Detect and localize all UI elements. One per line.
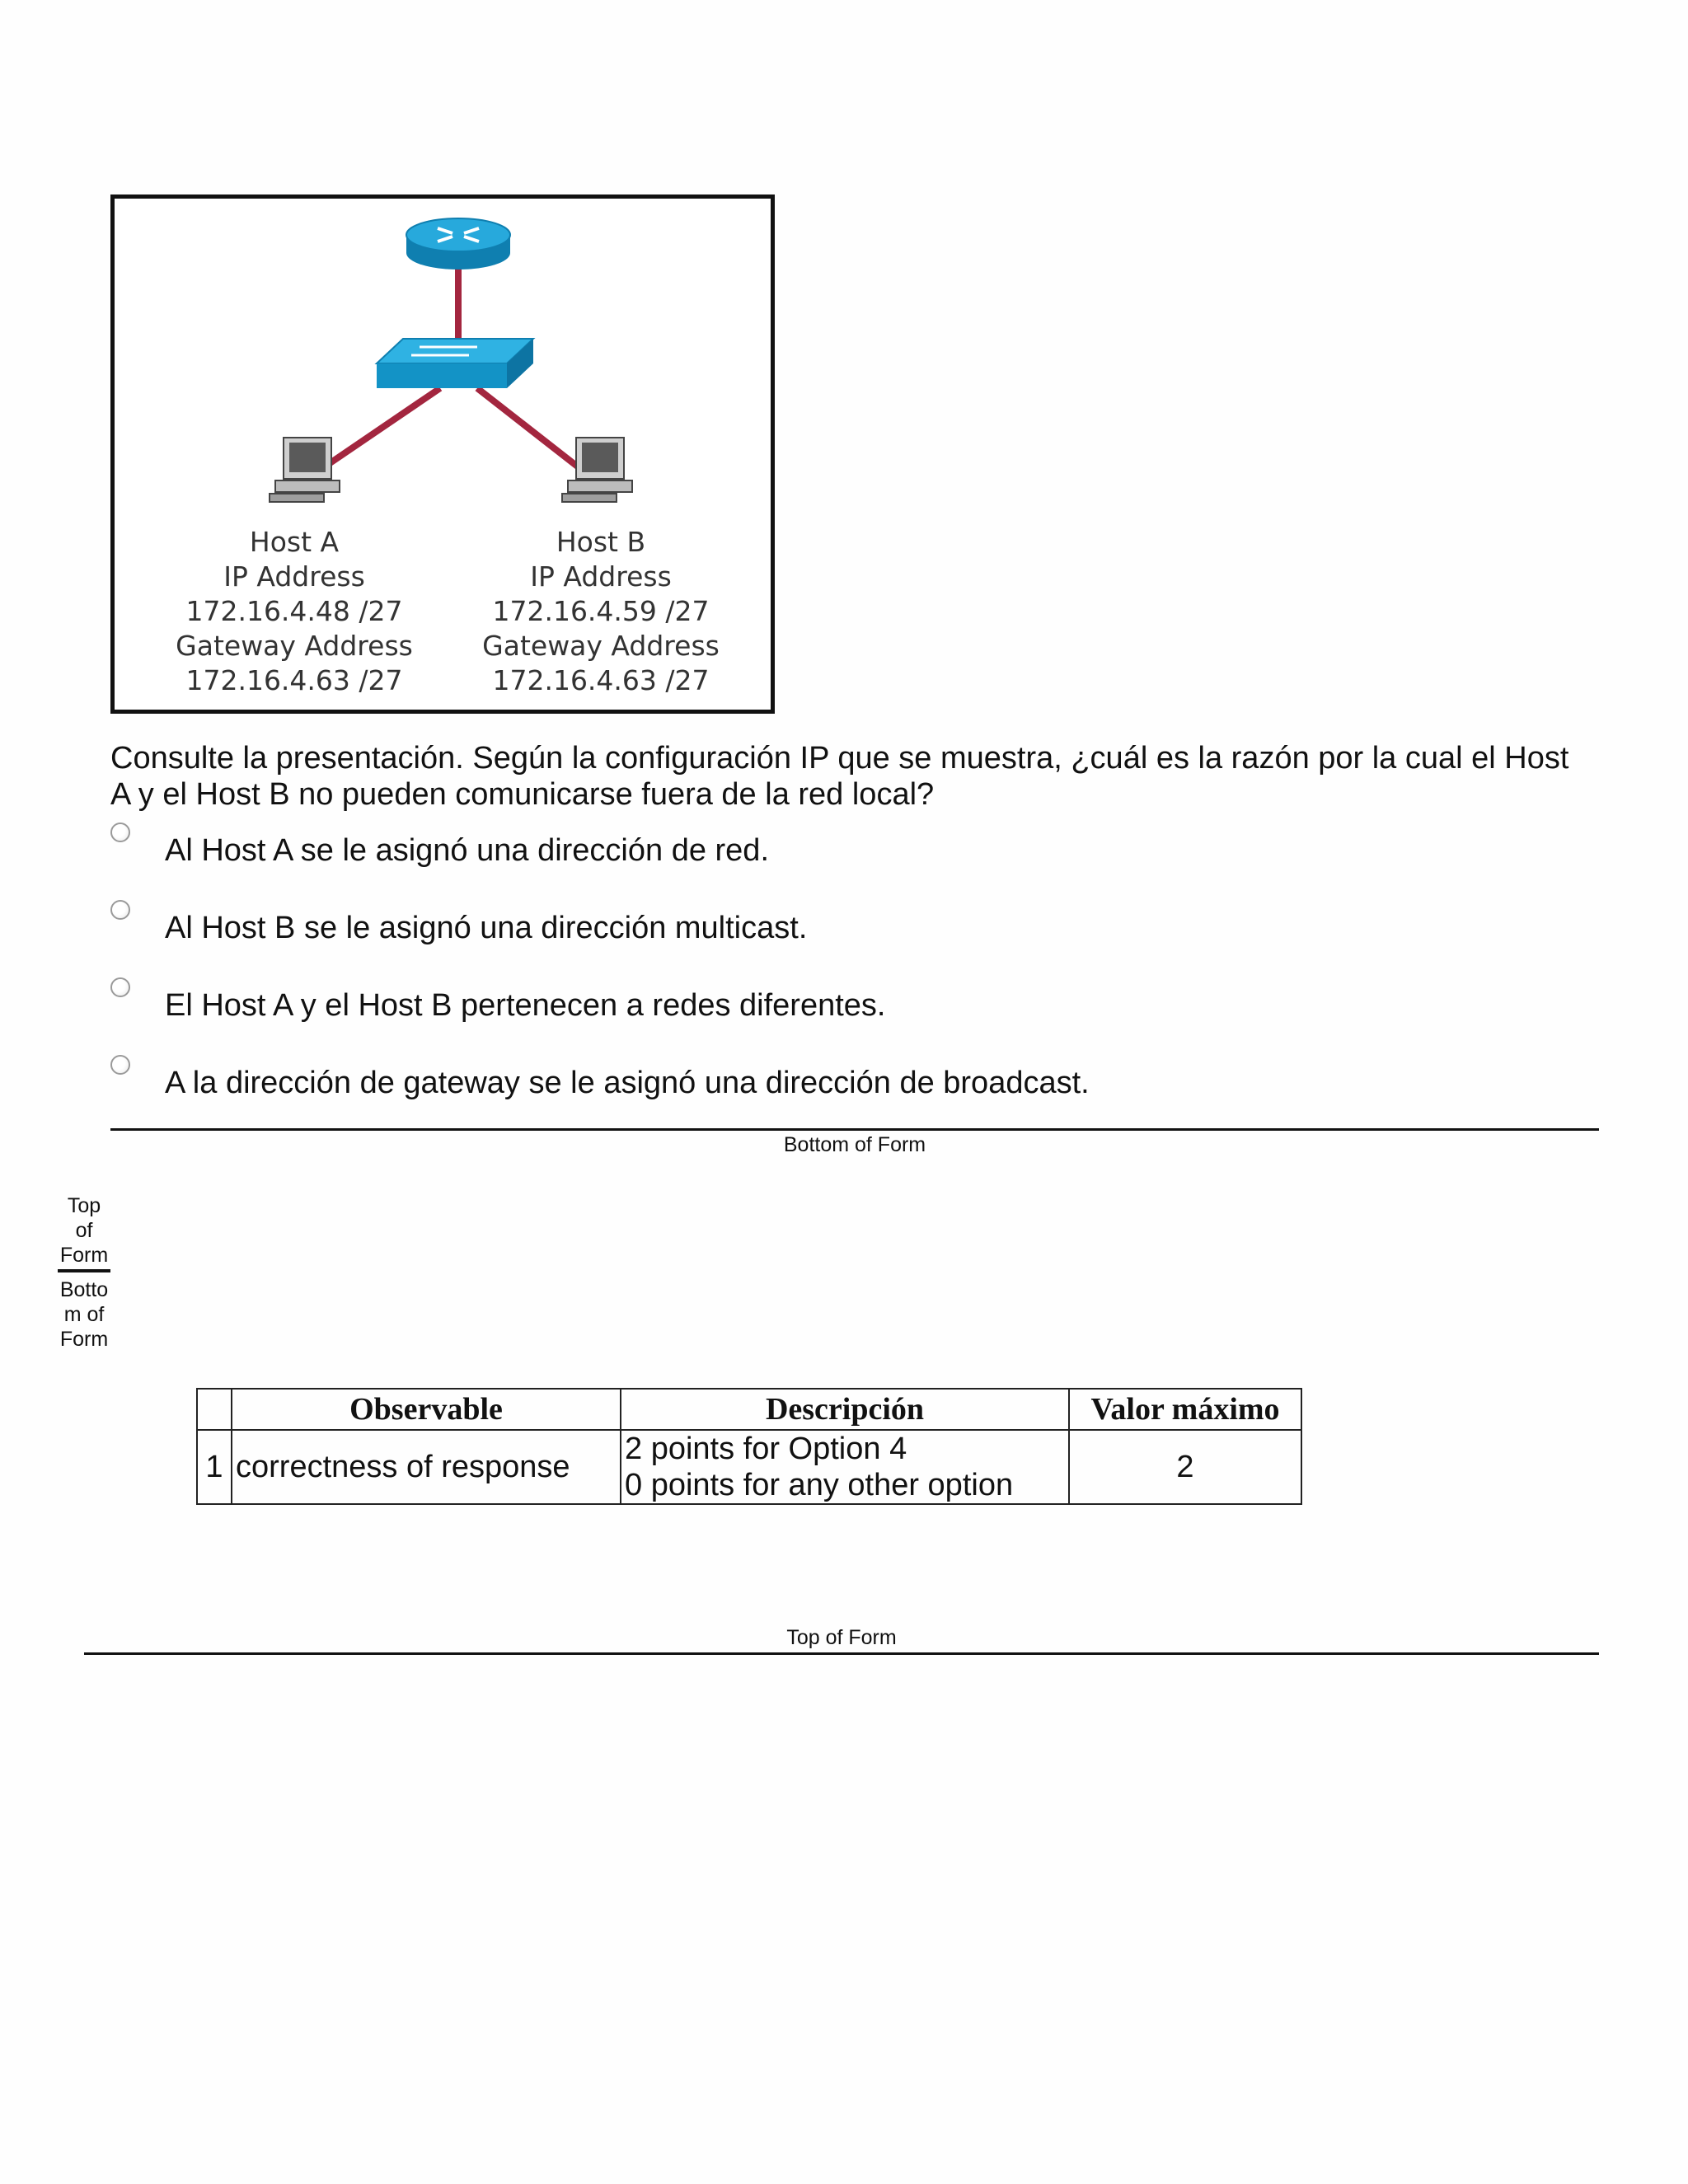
host-a-info <box>162 525 426 698</box>
form-divider-top <box>84 1652 1599 1655</box>
answer-option-2[interactable] <box>110 900 1017 949</box>
network-diagram <box>110 194 775 714</box>
option-label: El Host A y el Host B pertenecen a redes diferentes. <box>165 988 886 1023</box>
row-index: 1 <box>197 1430 232 1504</box>
side-divider <box>58 1269 110 1272</box>
row-max-value: 2 <box>1069 1430 1301 1504</box>
host-a-ip-label: IP Address <box>223 560 365 593</box>
answer-option-1[interactable] <box>110 823 1017 872</box>
table-header-row <box>197 1389 1301 1430</box>
radio-button-icon[interactable] <box>110 823 130 842</box>
top-of-form-label: Top of Form <box>786 1626 897 1649</box>
host-b-gateway-label: Gateway Address <box>482 630 720 662</box>
radio-button-icon[interactable] <box>110 900 130 920</box>
switch-hostA-link <box>319 388 440 471</box>
radio-button-icon[interactable] <box>110 1055 130 1075</box>
header-observable: Observable <box>232 1389 621 1430</box>
radio-button-icon[interactable] <box>110 977 130 997</box>
description-line-2: 0 points for any other option <box>625 1468 1014 1502</box>
rubric-table <box>196 1388 1302 1505</box>
side-bottom-line-2: m of <box>63 1303 105 1326</box>
switch-hostB-link <box>477 388 583 471</box>
header-description: Descripción <box>621 1389 1069 1430</box>
host-b-computer-icon <box>562 438 632 502</box>
table-row <box>197 1430 1301 1504</box>
host-a-name: Host A <box>249 526 340 558</box>
side-top-line-3: Form <box>59 1244 109 1267</box>
side-top-line-1: Top <box>67 1194 101 1217</box>
router-icon <box>406 218 510 269</box>
switch-icon <box>377 339 533 388</box>
host-a-gateway-label: Gateway Address <box>176 630 413 662</box>
host-a-gateway: 172.16.4.63 /27 <box>185 664 403 696</box>
row-description <box>621 1430 1069 1504</box>
option-label: A la dirección de gateway se le asignó una dirección de broadcast. <box>165 1066 1090 1100</box>
header-index <box>197 1389 232 1430</box>
answer-option-3[interactable] <box>110 977 1017 1027</box>
bottom-of-form-label: Bottom of Form <box>783 1133 926 1156</box>
host-b-info <box>469 525 733 698</box>
host-b-name: Host B <box>556 526 646 558</box>
host-a-ip: 172.16.4.48 /27 <box>185 595 403 627</box>
answer-option-4[interactable] <box>110 1055 1182 1104</box>
header-max-value: Valor máximo <box>1069 1389 1301 1430</box>
row-observable: correctness of response <box>232 1430 621 1504</box>
side-bottom-line-3: Form <box>59 1328 109 1351</box>
form-side-marker <box>58 1193 110 1352</box>
form-divider <box>110 1128 1599 1131</box>
option-label: Al Host B se le asignó una dirección multicast. <box>165 911 808 945</box>
host-b-ip: 172.16.4.59 /27 <box>492 595 710 627</box>
side-bottom-line-1: Botto <box>59 1278 109 1301</box>
side-top-line-2: of <box>75 1219 93 1242</box>
host-a-computer-icon <box>270 438 340 502</box>
option-label: Al Host A se le asignó una dirección de red. <box>165 833 770 868</box>
description-line-1: 2 points for Option 4 <box>625 1432 907 1466</box>
host-b-gateway: 172.16.4.63 /27 <box>492 664 710 696</box>
question-text: Consulte la presentación. Según la configuración IP que se muestra, ¿cuál es la razón por la cual el Host A y el Host B no pueden comunicarse fuera de la red local? <box>110 741 1569 812</box>
host-b-ip-label: IP Address <box>530 560 672 593</box>
